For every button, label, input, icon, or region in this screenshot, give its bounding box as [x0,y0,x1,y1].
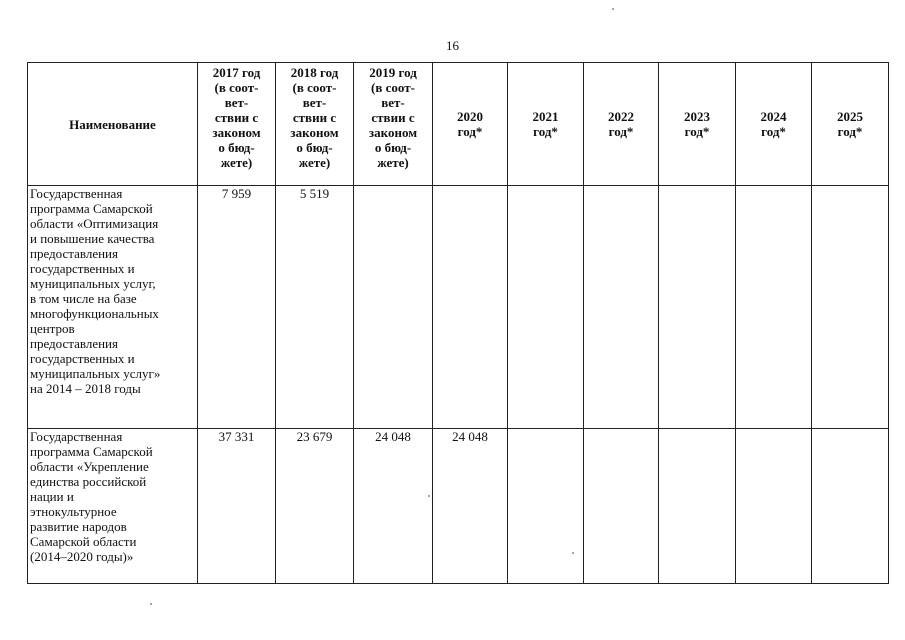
header-2021: 2021 год* [508,63,584,186]
table-row [28,186,889,429]
table-row [28,429,889,584]
value-2020 [433,186,508,429]
value-2020: 24 048 [433,429,508,584]
program-name-cell: Государственная программа Самарской области «Оптимизация и повышение качества предоставления государственных и муниципальных услуг, в том числе на базе многофункциональных центров предоставления государственных и муниципальных услуг» на 2014 – 2018 годы [28,186,198,429]
table-header-row [28,63,889,186]
header-2022: 2022 год* [584,63,659,186]
value-2019: 24 048 [354,429,433,584]
value-2024 [736,429,812,584]
value-2025 [812,186,889,429]
value-2025 [812,429,889,584]
value-2023 [659,429,736,584]
value-2021 [508,429,584,584]
header-2017: 2017 год (в соот- вет- ствии с законом о бюд- жете) [198,63,276,186]
scan-speck [428,495,430,497]
header-2018: 2018 год (в соот- вет- ствии с законом о бюд- жете) [276,63,354,186]
header-2020: 2020 год* [433,63,508,186]
scan-speck [150,603,152,605]
scan-speck [572,552,574,554]
value-2018: 23 679 [276,429,354,584]
page-number: 16 [446,38,459,53]
value-2017: 7 959 [198,186,276,429]
value-2018: 5 519 [276,186,354,429]
value-2023 [659,186,736,429]
header-2025: 2025 год* [812,63,889,186]
header-name: Наименование [28,63,198,186]
header-2024: 2024 год* [736,63,812,186]
value-2021 [508,186,584,429]
header-2019: 2019 год (в соот- вет- ствии с законом о бюд- жете) [354,63,433,186]
value-2022 [584,186,659,429]
scan-speck [612,8,614,10]
program-name-cell: Государственная программа Самарской области «Укрепление единства российской нации и этнокультурное развитие народов Самарской области (2014–2020 годы)» [28,429,198,584]
header-2023: 2023 год* [659,63,736,186]
value-2022 [584,429,659,584]
value-2024 [736,186,812,429]
value-2019 [354,186,433,429]
budget-table [27,62,889,584]
value-2017: 37 331 [198,429,276,584]
